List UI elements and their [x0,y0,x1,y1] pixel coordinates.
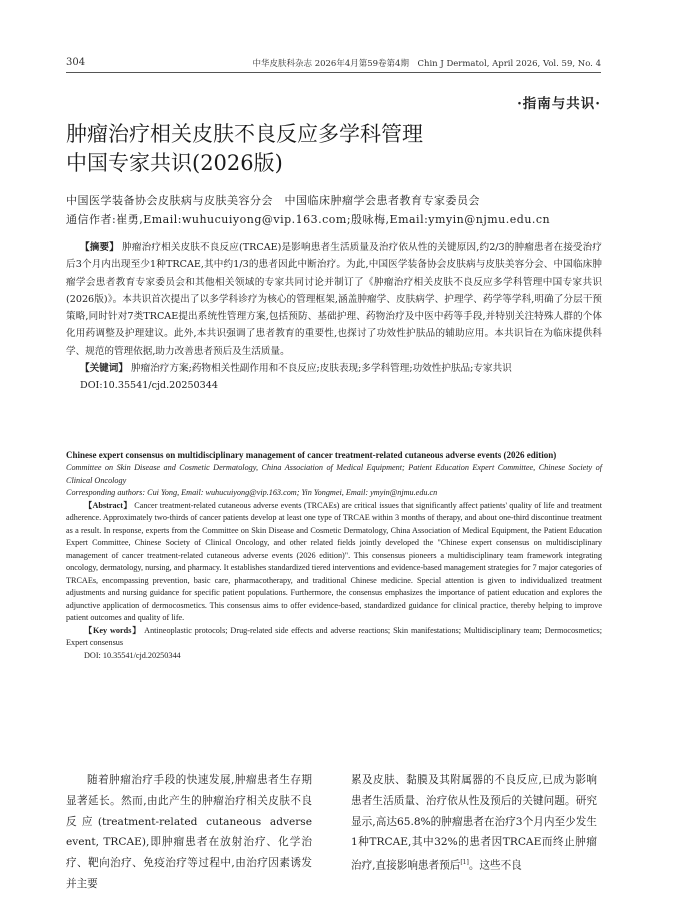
author-block [66,191,606,229]
english-title: Chinese expert consensus on multidisciplinary management of cancer treatment-related cutaneous adverse events (2026 edition) [66,450,557,460]
abstract-cn-label: 【摘要】 [80,242,119,253]
keywords-cn-label: 【关键词】 [80,363,128,375]
chinese-abstract [66,239,602,395]
author-affiliations: 中国医学装备协会皮肤病与皮肤美容分会 中国临床肿瘤学会患者教育专家委员会 [66,194,480,207]
abstract-cn-text: 肿瘤治疗相关皮肤不良反应(TRCAE)是影响患者生活质量及治疗依从性的关键原因,约2/3的肿瘤患者在接受治疗后3个月内出现至少1种TRCAE,其中约1/3的患者因此中断治疗。为此,中国医学装备协会皮肤病与皮肤美容分会、中国临床肿瘤学会患者教育专家委员会和其他相关领域的专家共同讨论并制订了《肿瘤治疗相关皮肤不良反应多学科管理中国专家共识(2026版)》。本共识首次提出了以多学科诊疗为核心的管理框架,涵盖肿瘤学、皮肤病学、护理学、药学等学科,明确了分层干预策略,同时针对7类TRCAE提出系统性管理方案,包括预防、基础护理、药物治疗及中医中药等手段,并特别关注特殊人群的个体化用药调整及护理建议。此外,本共识强调了患者教育的重要性,也探讨了功效性护肤品的辅助应用。本共识旨在为临床提供科学、规范的管理依据,助力改善患者预后及生活质量。 [66,242,602,357]
body-right-text: 累及皮肤、黏膜及其附属器的不良反应,已成为影响患者生活质量、治疗依从性及预后的关键问题。研究显示,高达65.8%的肿瘤患者在治疗3个月内至少发生1种TRCAE,其中32%的患者因TRCAE而终止肿瘤治疗,直接影响患者预后 [351,774,597,872]
body-column-left [66,770,312,895]
english-corresponding: Corresponding authors: Cui Yong, Email: wuhucuiyong@vip.163.com; Yin Yongmei, Email: ymyin@njmu.edu.cn [66,488,438,497]
abstract-en-paragraph [66,500,602,625]
english-abstract [66,449,602,662]
body-right-tail: 。这些不良 [468,859,522,872]
doi-cn: DOI:10.35541/cjd.20250344 [80,380,218,392]
journal-header: 中华皮肤科杂志 2026年4月第59卷第4期 Chin J Dermatol, April 2026, Vol. 59, No. 4 [252,59,601,69]
keywords-cn-text: 肿瘤治疗方案;药物相关性副作用和不良反应;皮肤表现;多学科管理;功效性护肤品;专家共识 [131,363,512,375]
body-column-right [351,770,597,877]
article-title [66,120,586,178]
keywords-en-label: 【Key words】 [84,625,142,635]
abstract-cn-paragraph [66,239,602,360]
header-rule [66,72,601,73]
keywords-cn-paragraph [66,360,602,377]
section-label: ·指南与共识· [517,96,601,112]
title-line-1: 肿瘤治疗相关皮肤不良反应多学科管理 [66,122,423,146]
keywords-en-text: Antineoplastic protocols; Drug-related side effects and adverse reactions; Skin manifestations; Multidisciplinary team; Dermocosmetics; Expert consensus [66,625,602,647]
body-paragraph: 随着肿瘤治疗手段的快速发展,肿瘤患者生存期显著延长。然而,由此产生的肿瘤治疗相关皮肤不良反应(treatment-related cutaneous adverse event, TRCAE),即肿瘤患者在放射治疗、化学治疗、靶向治疗、免疫治疗等过程中,由治疗因素诱发并主要 [66,774,312,890]
corresponding-authors: 通信作者:崔勇,Email:wuhucuiyong@vip.163.com;殷咏梅,Email:ymyin@njmu.edu.cn [66,213,551,226]
abstract-en-text: Cancer treatment-related cutaneous adverse events (TRCAEs) are critical issues that significantly affect patients' quality of life and treatment adherence. Approximately two-thirds of cancer patients develop at least one type of TRCAE within 3 months of therapy, and about one-third discontinue treatment as a result. In response, experts from the Committee on Skin Disease and Cosmetic Dermatology, China Association of Medical Equipment, the Patient Education Expert Committee, Chinese Society of Clinical Oncology, and other related fields jointly developed the "Chinese expert consensus on multidisciplinary management of cancer treatment-related cutaneous adverse events (2026 edition)". This consensus pioneers a multidisciplinary team framework integrating oncology, dermatology, nursing, and pharmacy. It establishes standardized tiered interventions and evidence-based management strategies for 7 major categories of TRCAEs, encompassing prevention, basic care, pharmacotherapy, and traditional Chinese medicine. Special attention is given to individualized treatment adjustments and nursing guidance for specific patient populations. Furthermore, the consensus emphasizes the importance of patient education and explores the adjunctive application of dermocosmetics. This consensus aims to offer evidence-based, standardized guidance for clinical practice, thereby helping to improve patient outcomes and quality of life. [66,500,603,622]
page-number: 304 [66,57,86,68]
title-line-2: 中国专家共识(2026版) [66,151,283,175]
doi-en: DOI: 10.35541/cjd.20250344 [84,650,181,660]
english-committees: Committee on Skin Disease and Cosmetic Dermatology, China Association of Medical Equipment; Patient Education Expert Committee, Chinese Society of Clinical Oncology [66,463,602,485]
keywords-en-paragraph [66,625,602,650]
abstract-en-label: 【Abstract】 [84,500,132,510]
body-paragraph-continued [351,770,597,877]
reference-marker[interactable]: [1] [460,859,469,867]
